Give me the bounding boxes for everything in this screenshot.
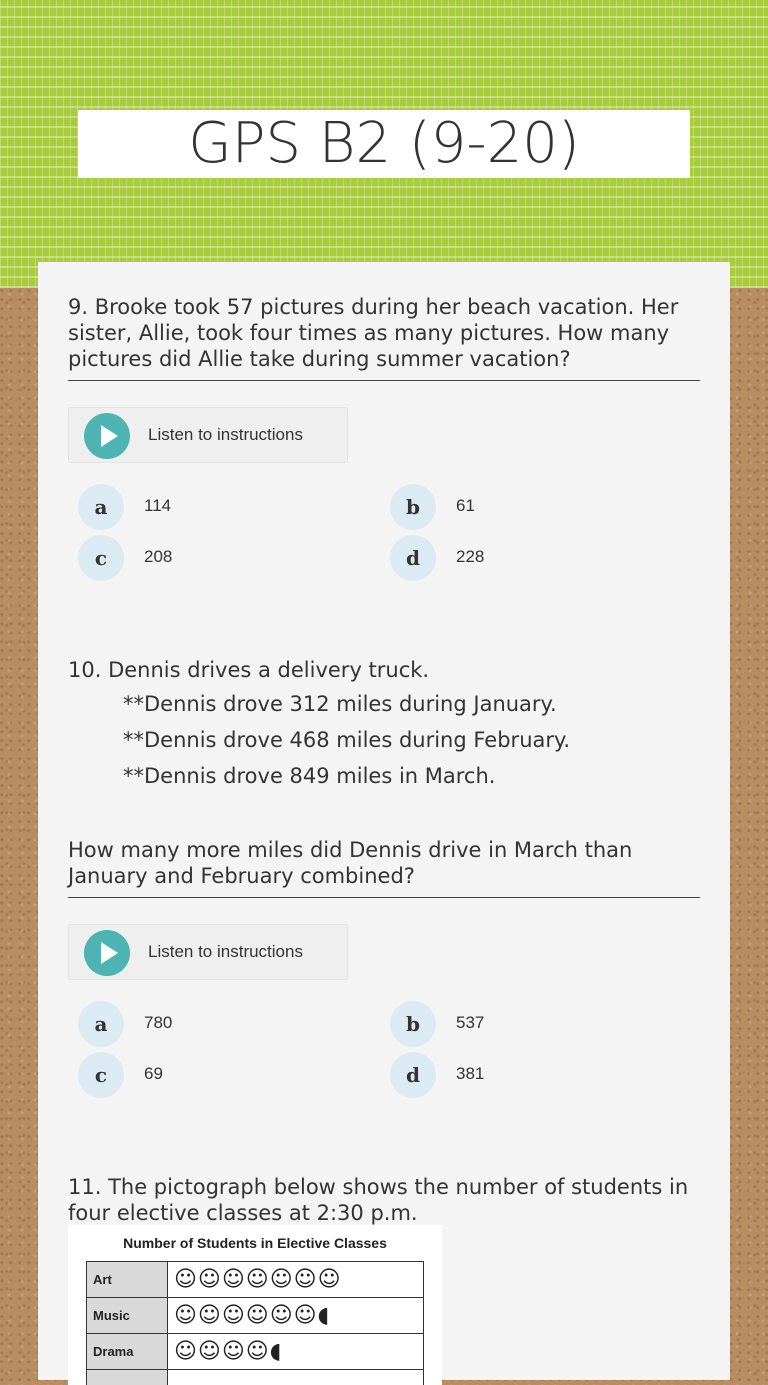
- choice-letter-badge: a: [78, 484, 124, 530]
- question-11-text: 11. The pictograph below shows the number of students in four elective classes at 2:30 p.m.: [68, 1174, 700, 1226]
- smiley-icons: [168, 1370, 424, 1385]
- q9-choice-b[interactable]: [390, 484, 670, 530]
- category-label: Art: [87, 1262, 168, 1298]
- play-icon[interactable]: [84, 413, 130, 459]
- smiley-icons: ☺☺☺☺☺☺☺: [168, 1262, 424, 1298]
- smiley-icons: ☺☺☺☺☺☺◖: [168, 1298, 424, 1334]
- header-banner: [0, 0, 768, 288]
- pictograph-title: Number of Students in Elective Classes: [68, 1235, 442, 1251]
- divider: [68, 897, 700, 898]
- listen-label: Listen to instructions: [148, 942, 303, 962]
- title-box: [78, 110, 690, 178]
- table-row: [87, 1334, 424, 1370]
- q10-choice-b[interactable]: [390, 1001, 670, 1047]
- choice-value: 69: [144, 1064, 163, 1084]
- table-row: [87, 1262, 424, 1298]
- q10-choice-d[interactable]: [390, 1052, 670, 1098]
- q10-choice-a[interactable]: [78, 1001, 358, 1047]
- choice-value: 780: [144, 1013, 172, 1033]
- choice-letter-badge: c: [78, 535, 124, 581]
- choice-letter-badge: b: [390, 484, 436, 530]
- choice-letter-badge: d: [390, 1052, 436, 1098]
- choice-value: 228: [456, 547, 484, 567]
- worksheet: [38, 262, 730, 1380]
- q9-choice-c[interactable]: [78, 535, 358, 581]
- table-row: [87, 1298, 424, 1334]
- question-10-text: How many more miles did Dennis drive in March than January and February combined?: [68, 837, 700, 889]
- play-icon[interactable]: [84, 930, 130, 976]
- question-9-text: 9. Brooke took 57 pictures during her beach vacation. Her sister, Allie, took four times as many pictures. How many pictures did Allie take during summer vacation?: [68, 294, 700, 372]
- question-10-fact: **Dennis drove 312 miles during January.: [123, 692, 557, 716]
- choice-value: 61: [456, 496, 475, 516]
- pictograph-table: [86, 1261, 424, 1385]
- q10-choice-c[interactable]: [78, 1052, 358, 1098]
- q9-choice-a[interactable]: [78, 484, 358, 530]
- smiley-icons: ☺☺☺☺◖: [168, 1334, 424, 1370]
- category-label: Drama: [87, 1334, 168, 1370]
- category-label: Music: [87, 1298, 168, 1334]
- pictograph-image: [68, 1225, 442, 1385]
- choice-letter-badge: d: [390, 535, 436, 581]
- question-10-fact: **Dennis drove 849 miles in March.: [123, 764, 495, 788]
- question-10-intro: 10. Dennis drives a delivery truck.: [68, 657, 700, 683]
- listen-button-q9[interactable]: [68, 407, 348, 463]
- listen-label: Listen to instructions: [148, 425, 303, 445]
- choice-letter-badge: c: [78, 1052, 124, 1098]
- listen-button-q10[interactable]: [68, 924, 348, 980]
- choice-value: 381: [456, 1064, 484, 1084]
- table-row: [87, 1370, 424, 1385]
- category-label: [87, 1370, 168, 1385]
- choice-value: 114: [144, 496, 171, 516]
- choice-letter-badge: a: [78, 1001, 124, 1047]
- choice-value: 208: [144, 547, 172, 567]
- choice-value: 537: [456, 1013, 484, 1033]
- choice-letter-badge: b: [390, 1001, 436, 1047]
- page-title: GPS B2 (9-20): [188, 111, 579, 176]
- question-10-fact: **Dennis drove 468 miles during February.: [123, 728, 570, 752]
- q9-choice-d[interactable]: [390, 535, 670, 581]
- divider: [68, 380, 700, 381]
